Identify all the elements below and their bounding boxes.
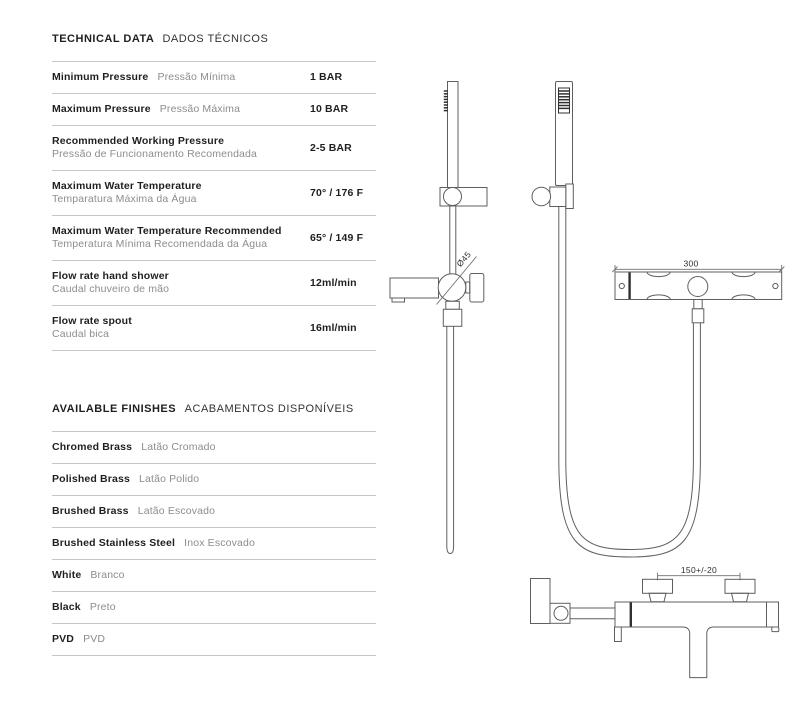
drawing-hand-shower-front-view: [532, 82, 700, 558]
finish-label-en: PVD: [52, 633, 75, 645]
hose-connector-side: [443, 309, 462, 326]
spec-label-pt: Pressão de Funcionamento Recomendada: [52, 148, 258, 160]
hose-side: [447, 326, 454, 553]
holder-plate-front: [566, 184, 574, 209]
spout-aerator: [392, 298, 405, 302]
spec-label-pt: Pressão Mínima: [157, 71, 236, 83]
spray-grid-lines: [559, 91, 570, 108]
drawing-shower-side-view: [390, 82, 487, 554]
technical-data-heading: [52, 32, 376, 46]
spec-value: 65° / 149 F: [310, 231, 364, 244]
spec-label-en: Minimum Pressure: [52, 71, 149, 83]
diverter-lever: [615, 627, 622, 642]
spec-label-en: Flow rate hand shower: [52, 270, 169, 282]
spec-label: [52, 270, 310, 296]
spec-label-en: Flow rate spout: [52, 315, 132, 327]
spec-value: 12ml/min: [310, 276, 357, 289]
spec-label: [52, 180, 310, 206]
spec-label-en: Maximum Pressure: [52, 103, 151, 115]
spec-label-pt: Caudal bica: [52, 328, 110, 340]
technical-data-section: [52, 32, 376, 351]
drawing-bar-top-view: [612, 259, 784, 323]
spec-value: 1 BAR: [310, 71, 343, 83]
holder-knob-mixer: [554, 606, 568, 620]
spec-label-en: Maximum Water Temperature: [52, 180, 202, 192]
mixer-bar-front: [615, 602, 767, 627]
row-finish-brushed-brass: [52, 496, 376, 527]
spec-label-en: Recommended Working Pressure: [52, 135, 225, 147]
hose-connector-top: [692, 309, 704, 323]
spec-value: 16ml/min: [310, 321, 357, 334]
spec-label: [52, 315, 310, 341]
spec-value: 10 BAR: [310, 103, 349, 115]
spout-side: [390, 278, 439, 298]
finish-label-pt: Preto: [89, 601, 116, 613]
spec-label-pt: Temparatura Máxima da Água: [52, 193, 197, 205]
divider: [52, 350, 376, 351]
valve-diameter-label: Ø45: [454, 249, 473, 269]
finish-label-en: Chromed Brass: [52, 441, 133, 453]
spacing-label: 150+/-20: [680, 565, 718, 575]
finish-label-en: White: [52, 569, 82, 581]
holder-bracket-front: [550, 187, 566, 207]
divider: [52, 655, 376, 656]
available-finishes-section: [52, 402, 376, 656]
spec-label-pt: Caudal chuveiro de mão: [52, 283, 170, 295]
available-finishes-heading: [52, 402, 376, 416]
technical-data-title-pt: DADOS TÉCNICOS: [162, 33, 269, 45]
holder-knob-front: [532, 187, 551, 206]
row-max-water-temperature: [52, 171, 376, 215]
handle-left: [643, 579, 673, 593]
hand-shower-in-holder: [531, 579, 551, 624]
row-maximum-pressure: [52, 94, 376, 125]
finish-label-pt: Latão Escovado: [137, 505, 216, 517]
finish-label-pt: Latão Cromado: [141, 441, 216, 453]
finish-label-en: Black: [52, 601, 81, 613]
finish-label-en: Brushed Brass: [52, 505, 129, 517]
row-finish-brushed-stainless-steel: [52, 528, 376, 559]
technical-drawings: [380, 50, 800, 695]
holder-knob-side: [444, 188, 462, 206]
spec-label: [52, 135, 310, 161]
row-finish-white: [52, 560, 376, 591]
row-finish-polished-brass: [52, 464, 376, 495]
finish-label-en: Brushed Stainless Steel: [52, 537, 176, 549]
bar-width-label: 300: [683, 258, 699, 269]
hose-outer: [559, 207, 701, 557]
spec-label-pt: Pressão Máxima: [159, 103, 241, 115]
bar-end-cap: [767, 602, 779, 627]
spec-label-pt: Temperatura Mínima Recomendada da Água: [52, 238, 268, 250]
row-flow-rate-spout: [52, 306, 376, 350]
handle-right: [725, 579, 755, 593]
technical-data-title-en: TECHNICAL DATA: [52, 33, 154, 45]
row-flow-rate-hand-shower: [52, 261, 376, 305]
spec-value: 2-5 BAR: [310, 141, 352, 154]
hand-shower-side: [448, 82, 459, 188]
hose-inner: [566, 207, 694, 550]
row-finish-pvd: [52, 624, 376, 655]
row-recommended-working-pressure: [52, 126, 376, 170]
finish-label-pt: Inox Escovado: [184, 537, 255, 549]
available-finishes-title-en: AVAILABLE FINISHES: [52, 403, 177, 415]
spec-label-en: Maximum Water Temperature Recommended: [52, 225, 282, 237]
row-finish-black: [52, 592, 376, 623]
spec-label: [52, 71, 310, 84]
hose-outlet-top: [688, 277, 708, 297]
finish-label-pt: Latão Polido: [139, 473, 200, 485]
finish-label-en: Polished Brass: [52, 473, 130, 485]
row-minimum-pressure: [52, 62, 376, 93]
spec-label: [52, 225, 310, 251]
finish-label-pt: PVD: [83, 633, 106, 645]
spout-front: [684, 627, 714, 678]
spec-value: 70° / 176 F: [310, 186, 364, 199]
row-finish-chromed-brass: [52, 432, 376, 463]
drawing-mixer-front-view: [531, 565, 779, 678]
available-finishes-title-pt: ACABAMENTOS DISPONÍVEIS: [184, 403, 354, 415]
finish-label-pt: Branco: [90, 569, 125, 581]
temperature-knob-side: [470, 274, 484, 303]
spec-label: [52, 103, 310, 116]
row-max-water-temperature-recommended: [52, 216, 376, 260]
